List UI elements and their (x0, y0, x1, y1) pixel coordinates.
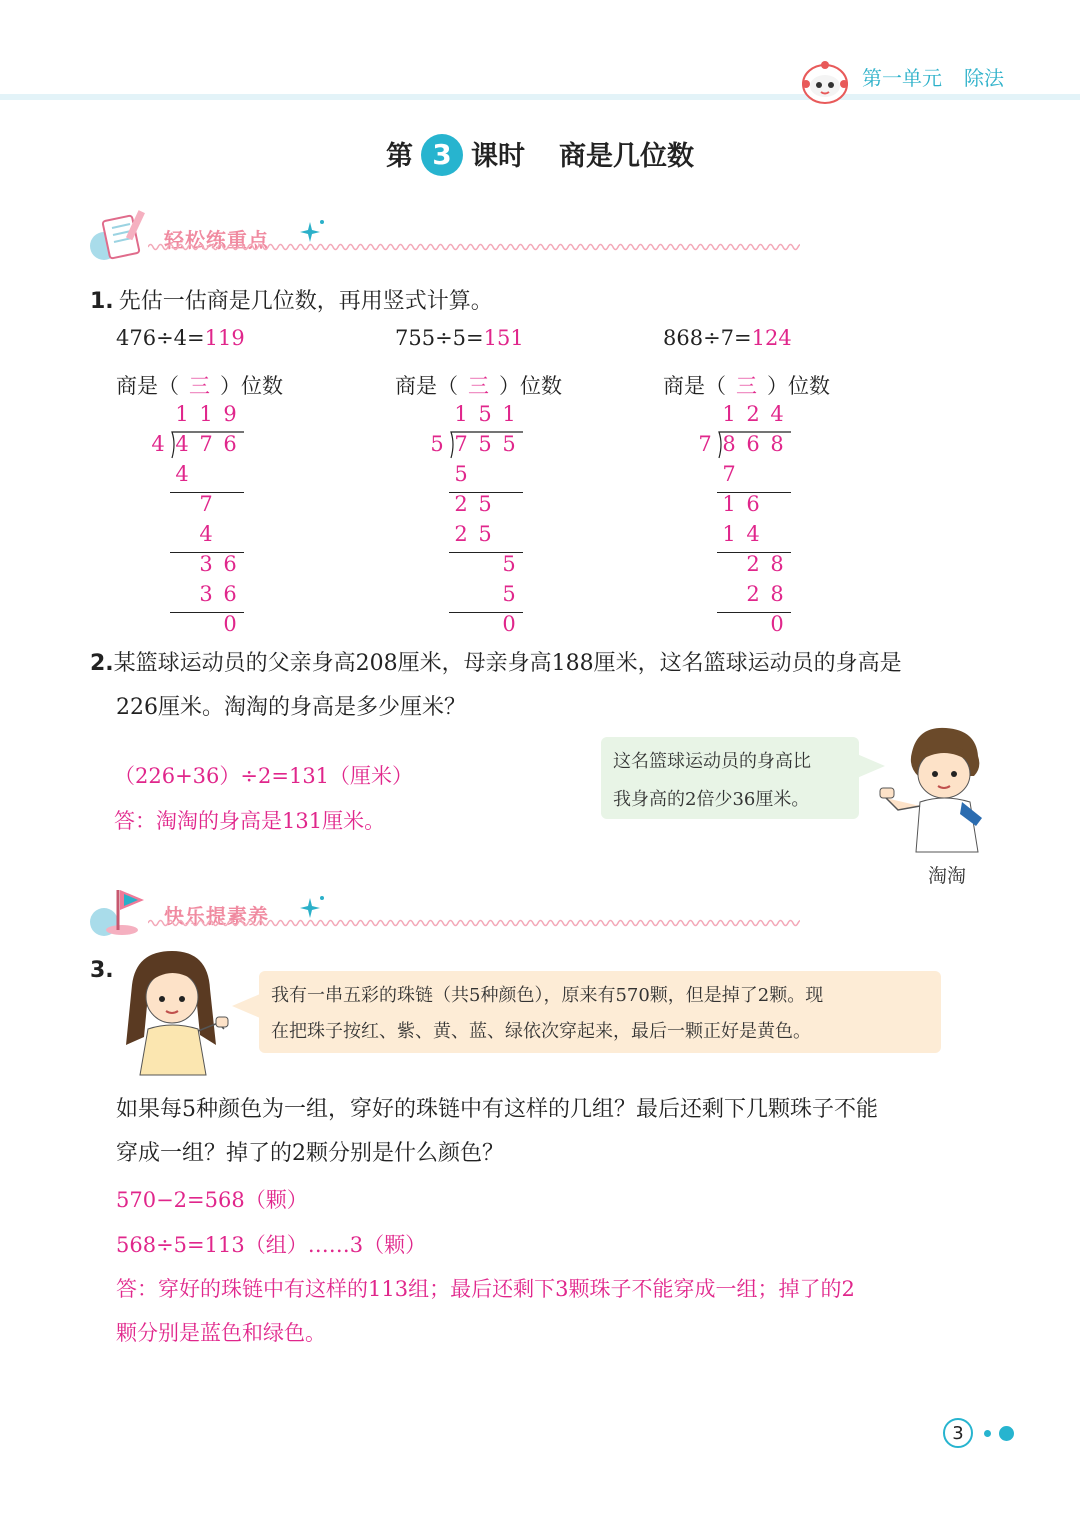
division-bracket (445, 428, 525, 462)
q3-question-line2: 穿成一组？掉了的2颗分别是什么颜色？ (116, 1141, 504, 1166)
step-digit: 7 (722, 462, 736, 486)
q2-speech-bubble (601, 737, 859, 819)
page-number: 3 (943, 1418, 973, 1448)
q2-line1: 某篮球运动员的父亲身高208厘米，母亲身高188厘米，这名篮球运动员的身高是 (113, 651, 902, 676)
q3-bubble-line1: 我有一串五彩的珠链（共5种颜色），原来有570颗，但是掉了2颗。现 (271, 985, 824, 1006)
lesson-number-badge: 3 (421, 134, 463, 176)
digit-count-suffix: ）位数 (499, 374, 562, 398)
digit-count-suffix: ）位数 (220, 374, 283, 398)
step-digit: 5 (478, 522, 492, 546)
lesson-prefix: 第 (386, 141, 413, 172)
q2-number: 2. (90, 651, 114, 676)
unit-topic: 除法 (964, 66, 1004, 90)
header-band (0, 94, 1080, 100)
page-dot-small (984, 1430, 991, 1437)
step-digit: 2 (454, 522, 468, 546)
section-label-practice: 轻松练重点 (164, 228, 269, 252)
step-digit: 5 (502, 582, 516, 606)
notebook-pencil-icon (88, 206, 156, 264)
dividend-digit: 5 (478, 432, 492, 456)
q3-solution-line2: 568÷5=113（组）……3（颗） (116, 1233, 427, 1257)
division-bracket (713, 428, 793, 462)
robot-mascot-icon (800, 58, 850, 106)
step-digit: 1 (722, 492, 736, 516)
digit-count-suffix: ）位数 (767, 374, 830, 398)
divisor-digit: 4 (151, 432, 165, 456)
q3-answer-line2: 颗分别是蓝色和绿色。 (116, 1321, 326, 1345)
dividend-digit: 8 (722, 432, 736, 456)
q2-block (90, 642, 1010, 730)
expression-answer: 151 (483, 326, 524, 350)
step-digit: 2 (454, 492, 468, 516)
section-header-literacy (88, 882, 808, 942)
girl-illustration (112, 945, 232, 1083)
step-digit: 3 (199, 582, 213, 606)
q2-answer: 答：淘淘的身高是131厘米。 (114, 809, 386, 833)
expression-text: 755÷5= (395, 326, 484, 350)
q3-number: 3. (90, 958, 114, 983)
dividend-digit: 6 (746, 432, 760, 456)
step-digit: 5 (454, 462, 468, 486)
unit-label: 第一单元 (862, 66, 942, 90)
q1-digit-count-line (395, 370, 562, 400)
step-digit: 2 (746, 552, 760, 576)
digit-count-prefix: 商是（ (395, 374, 458, 398)
step-digit: 3 (199, 552, 213, 576)
q1-expression (395, 326, 524, 350)
step-digit: 6 (223, 552, 237, 576)
q3-speech-bubble (259, 971, 941, 1053)
unit-header (862, 62, 1004, 91)
q1-digit-count-line (663, 370, 830, 400)
divisor-digit: 7 (698, 432, 712, 456)
wave-divider (148, 918, 800, 928)
step-digit: 8 (770, 552, 784, 576)
step-digit: 0 (223, 612, 237, 636)
step-digit: 7 (199, 492, 213, 516)
step-digit: 8 (770, 582, 784, 606)
digit-count-prefix: 商是（ (663, 374, 726, 398)
character-name-taotao: 淘淘 (928, 865, 967, 887)
wave-divider (148, 242, 800, 252)
step-digit: 6 (223, 582, 237, 606)
division-bracket (166, 428, 246, 462)
section-label-literacy: 快乐提素养 (164, 904, 269, 928)
q3-question-line1: 如果每5种颜色为一组，穿好的珠链中有这样的几组？最后还剩下几颗珠子不能 (116, 1097, 878, 1122)
q1-expression (116, 326, 245, 350)
quotient-digit: 1 (722, 402, 736, 426)
step-digit: 5 (502, 552, 516, 576)
expression-answer: 119 (204, 326, 245, 350)
step-digit: 0 (502, 612, 516, 636)
step-digit: 5 (478, 492, 492, 516)
expression-answer: 124 (751, 326, 792, 350)
dividend-digit: 8 (770, 432, 784, 456)
q1-number: 1. (90, 289, 114, 314)
step-digit: 4 (746, 522, 760, 546)
dividend-digit: 5 (502, 432, 516, 456)
quotient-digit: 1 (199, 402, 213, 426)
step-digit: 2 (746, 582, 760, 606)
q2-bubble-line2: 我身高的2倍少36厘米。 (613, 789, 810, 810)
dividend-digit: 6 (223, 432, 237, 456)
step-digit: 1 (722, 522, 736, 546)
step-digit: 4 (175, 462, 189, 486)
quotient-digit: 9 (223, 402, 237, 426)
step-digit: 6 (746, 492, 760, 516)
expression-text: 868÷7= (663, 326, 752, 350)
quotient-digit: 5 (478, 402, 492, 426)
quotient-digit: 4 (770, 402, 784, 426)
q2-line2: 226厘米。淘淘的身高是多少厘米？ (116, 695, 466, 720)
lesson-suffix: 课时 (471, 141, 525, 172)
expression-text: 476÷4= (116, 326, 205, 350)
lesson-title (0, 134, 1080, 179)
section-header-practice (88, 206, 808, 266)
digit-count-answer: 三 (468, 374, 489, 398)
q1-text: 先估一估商是几位数，再用竖式计算。 (118, 289, 493, 314)
step-digit: 4 (199, 522, 213, 546)
q2-solution: （226+36）÷2=131（厘米） (114, 764, 414, 788)
q3-solution-line1: 570−2=568（颗） (116, 1188, 308, 1212)
divisor-digit: 5 (430, 432, 444, 456)
quotient-digit: 1 (454, 402, 468, 426)
digit-count-answer: 三 (736, 374, 757, 398)
page-dot-large (999, 1426, 1014, 1441)
q2-bubble-line1: 这名篮球运动员的身高比 (613, 751, 811, 772)
boy-taotao-illustration (878, 722, 993, 862)
q3-bubble-line2: 在把珠子按红、紫、黄、蓝、绿依次穿起来，最后一颗正好是黄色。 (271, 1021, 811, 1042)
lesson-name: 商是几位数 (559, 141, 694, 172)
quotient-digit: 1 (175, 402, 189, 426)
digit-count-answer: 三 (189, 374, 210, 398)
digit-count-prefix: 商是（ (116, 374, 179, 398)
quotient-digit: 1 (502, 402, 516, 426)
dividend-digit: 7 (199, 432, 213, 456)
dividend-digit: 4 (175, 432, 189, 456)
dividend-digit: 7 (454, 432, 468, 456)
q3-answer-line1: 答：穿好的珠链中有这样的113组；最后还剩下3颗珠子不能穿成一组；掉了的2 (116, 1277, 855, 1301)
q1-digit-count-line (116, 370, 283, 400)
step-digit: 0 (770, 612, 784, 636)
bubble-tail (230, 992, 260, 1022)
quotient-digit: 2 (746, 402, 760, 426)
q1-prompt (90, 280, 493, 324)
flag-icon (88, 882, 156, 940)
q1-expression (663, 326, 792, 350)
